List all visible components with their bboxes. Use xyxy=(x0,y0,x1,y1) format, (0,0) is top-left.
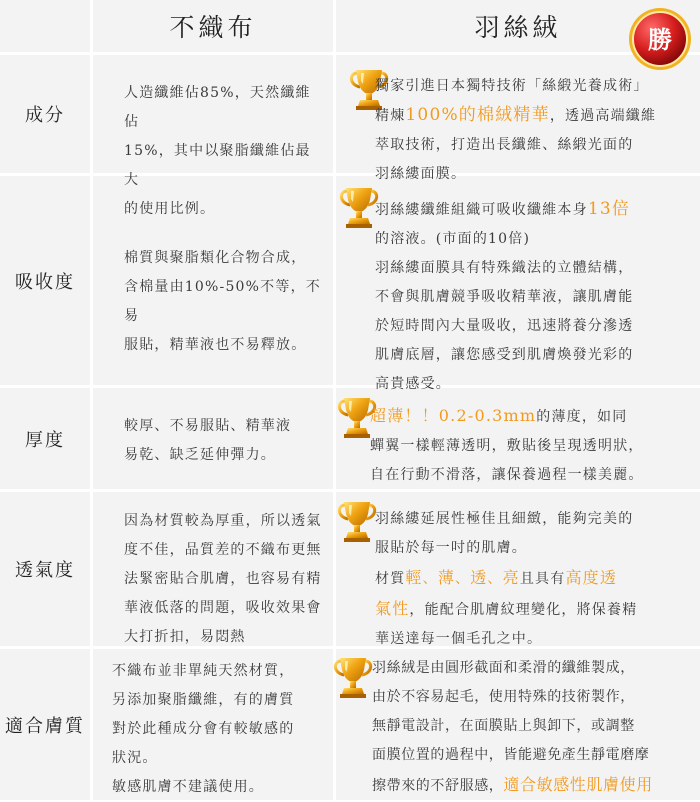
highlight-text: 13倍 xyxy=(587,199,631,219)
silk-text-absorption: 羽絲縷纖維組織可吸收纖維本身13倍 的溶液。(市面的10倍) 羽絲縷面膜具有特殊織法的立體結構， 不會與肌膚競爭吸收精華液，讓肌膚能 於短時間內大量吸收，迅速將養分滲透 肌膚底層，讓您感受到肌膚煥發光彩的 高貴感受。 xyxy=(375,199,634,392)
row-label-breathability xyxy=(0,492,90,646)
row-label-text: 吸收度 xyxy=(15,271,75,293)
row-label-skin-type xyxy=(0,649,90,800)
highlight-text: 超薄！！0.2-0.3mm xyxy=(370,406,537,425)
silk-text-breathability: 羽絲縷延展性極佳且細緻，能夠完美的 服貼於每一吋的肌膚。 材質輕、薄、透、亮且具有高度透 氣性，能配合肌膚紋理變化，將保養精 華送達每一個毛孔之中。 xyxy=(375,511,638,647)
column-header-nonwoven xyxy=(93,0,333,52)
trophy-icon xyxy=(332,656,374,700)
row-label-text: 厚度 xyxy=(25,429,65,451)
nonwoven-text-breathability: 因為材質較為厚重，所以透氣 度不佳，品質差的不織布更無 法緊密貼合肌膚，也容易有精 華液低落的問題，吸收效果會 大打折扣，易悶熱 xyxy=(124,513,322,645)
nonwoven-text-thickness: 較厚、不易服貼、精華液 易乾、缺乏延伸彈力。 xyxy=(124,418,292,463)
row-label-thickness xyxy=(0,388,90,489)
silk-text-skin-type: 羽絲絨是由圓形截面和柔滑的纖維製成， 由於不容易起毛，使用特殊的技術製作， 無靜電設計，在面膜貼上與卸下，或調整 面膜位置的過程中，皆能避免產生靜電磨摩 擦帶來的不舒服感，適合敏感性肌膚使用 xyxy=(372,660,653,794)
trophy-icon xyxy=(336,500,378,544)
row-label-ingredients xyxy=(0,55,90,173)
highlight-text: 氣性 xyxy=(375,599,410,618)
win-badge-text: 勝 xyxy=(648,25,672,54)
row-label-text: 成分 xyxy=(25,105,65,126)
highlight-text: 100%的棉絨精華 xyxy=(405,105,550,125)
row-label-absorption xyxy=(0,176,90,385)
highlight-text: 適合敏感性肌膚使用 xyxy=(503,775,653,794)
column-header-nonwoven-text: 不織布 xyxy=(169,13,257,42)
corner-cell xyxy=(0,0,90,52)
silk-text-ingredients: 獨家引進日本獨特技術「絲緞光養成術」 精煉100%的棉絨精華，透過高端纖維 萃取技術，打造出長纖維、絲緞光面的 羽絲縷面膜。 xyxy=(375,78,657,182)
nonwoven-text-absorption: 棉質與聚脂類化合物合成， 含棉量由10%-50%不等，不易 服貼，精華液也不易釋放。 xyxy=(124,250,321,353)
nonwoven-text-skin-type: 不織布並非單純天然材質， 另添加聚脂纖維，有的膚質 對於此種成分會有較敏感的 狀況。 敏感肌膚不建議使用。 xyxy=(112,663,295,795)
row-label-text: 適合膚質 xyxy=(5,715,85,737)
silk-text-thickness: 超薄！！0.2-0.3mm的薄度，如同 蟬翼一樣輕薄透明，敷貼後呈現透明狀， 自在行動不滑落，讓保養過程一樣美麗。 xyxy=(370,406,644,483)
nonwoven-text-ingredients: 人造纖維佔85%，天然纖維佔 15%，其中以聚脂纖維佔最大 的使用比例。 xyxy=(124,85,311,217)
column-header-silk-text: 羽絲絨 xyxy=(474,13,562,42)
row-label-text: 透氣度 xyxy=(15,560,75,581)
trophy-icon xyxy=(338,186,380,230)
win-badge xyxy=(627,6,693,72)
